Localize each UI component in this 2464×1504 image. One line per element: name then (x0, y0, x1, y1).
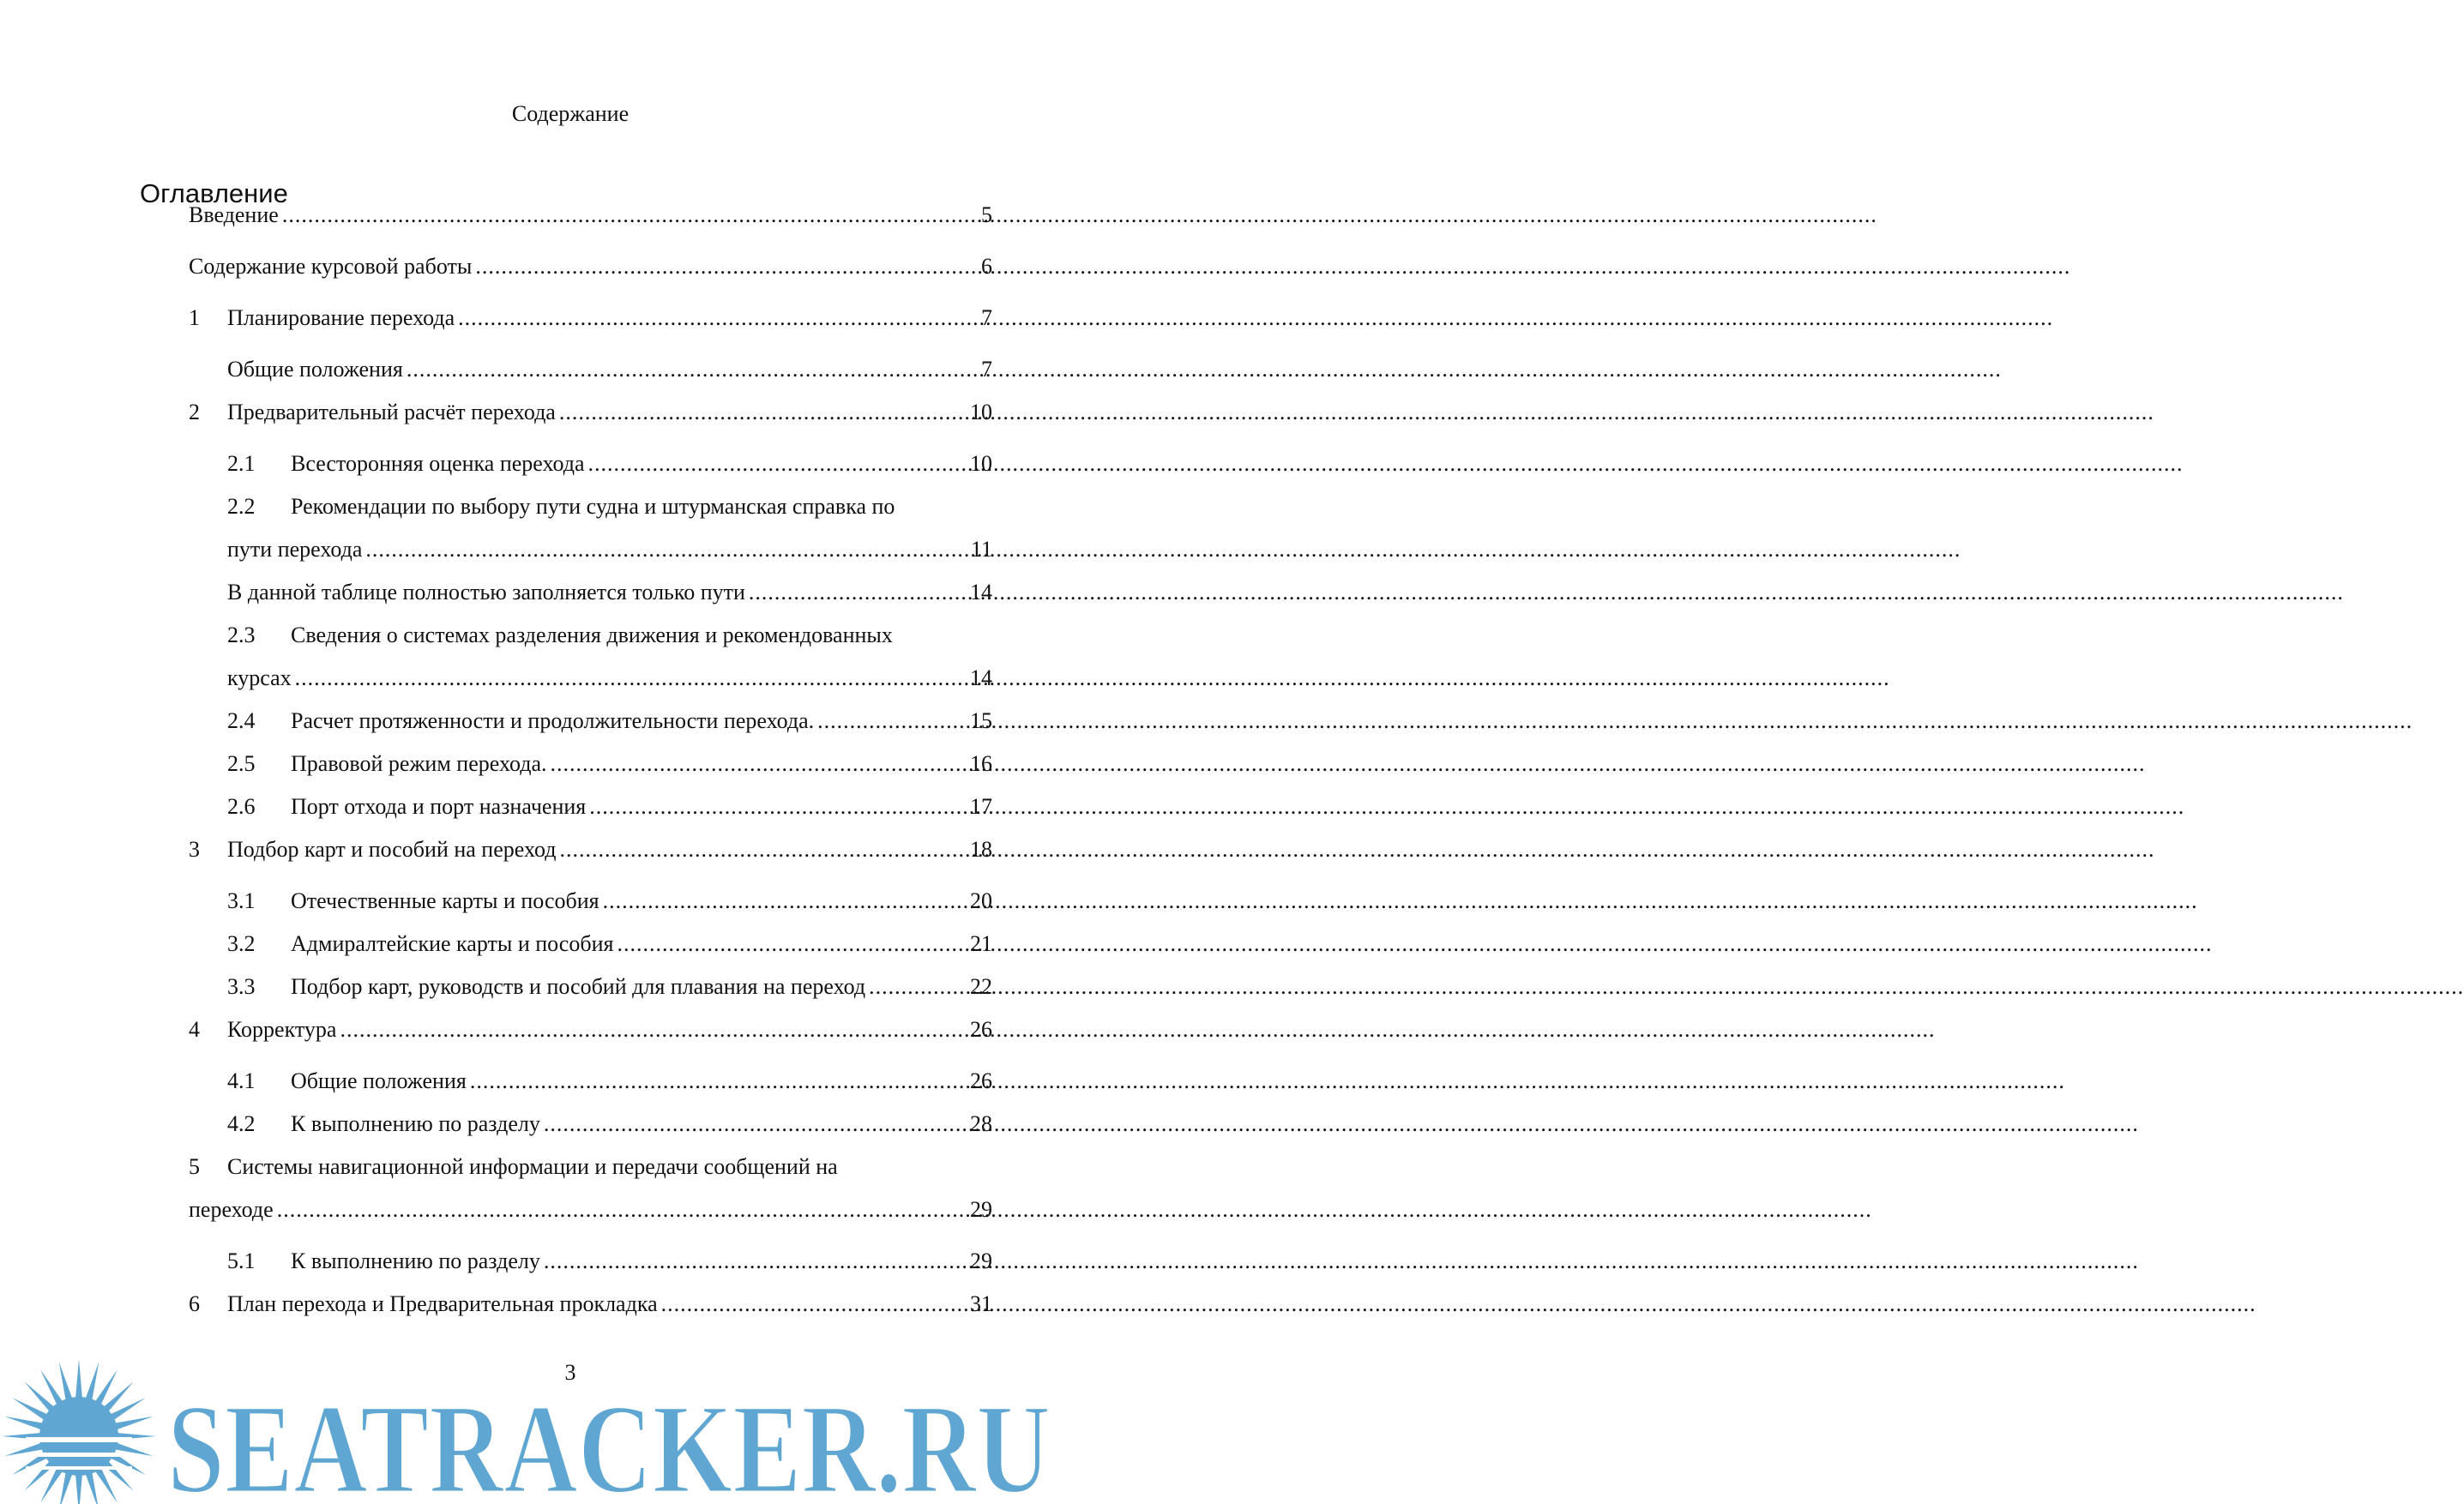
dot-leader (458, 304, 978, 333)
toc-entry-section-2-5[interactable] (227, 749, 992, 779)
toc-section-number: 3.2 (227, 931, 256, 956)
toc-page-number: 22 (970, 974, 992, 999)
dot-leader (603, 887, 967, 916)
toc-page-number: 11 (970, 537, 992, 562)
toc-entry-text: Рекомендации по выбору пути судна и штурманская справка по (291, 494, 895, 519)
toc-entry-text: Расчет протяженности и продолжительности перехода. (291, 708, 815, 733)
dot-leader (475, 252, 978, 281)
sun-ray (117, 1433, 156, 1440)
toc-entry-text: Общие положения (291, 1068, 467, 1093)
toc-entry-text: Правовой режим перехода. (291, 751, 547, 776)
toc-entry-table-note[interactable] (227, 578, 992, 607)
toc-page-number: 10 (970, 451, 992, 476)
dot-leader (470, 1067, 967, 1096)
toc-page-number: 15 (970, 708, 992, 733)
toc-page-number: 26 (970, 1017, 992, 1042)
toc-page-number: 18 (970, 837, 992, 862)
dot-leader (559, 398, 967, 427)
toc-section-number: 4.2 (227, 1111, 256, 1136)
toc-entry-text: Подбор карт, руководств и пособий для плавания на переход (291, 974, 866, 999)
toc-entry-text: В данной таблице полностью заполняется только пути (227, 580, 745, 605)
sun-ray (4, 1417, 44, 1430)
toc-entry-section-2-2[interactable] (227, 492, 992, 521)
dot-leader (277, 1195, 967, 1224)
toc-page-number: 29 (970, 1248, 992, 1273)
toc-section-number: 5 (189, 1154, 200, 1179)
page-heading: Содержание (511, 101, 630, 126)
toc-entry-section-2-4[interactable] (227, 707, 992, 736)
dot-leader (544, 1110, 967, 1139)
toc-page-number: 26 (970, 1068, 992, 1093)
sun-ray (75, 1474, 82, 1504)
sun-ray (110, 1398, 146, 1421)
toc-entry-coursework-content[interactable] (189, 252, 992, 281)
toc-page-number: 21 (970, 931, 992, 956)
toc-entry-text: Содержание курсовой работы (189, 254, 473, 279)
toc-section-number: 2.4 (227, 708, 256, 733)
toc-entry-section-5-1[interactable] (227, 1247, 992, 1276)
toc-entry-section-3-1[interactable] (227, 887, 992, 916)
sun-ray (114, 1417, 154, 1430)
toc-entry-section-4-2[interactable] (227, 1110, 992, 1139)
toc-entry-text: Предварительный расчёт перехода (227, 400, 556, 424)
toc-page-number: 14 (970, 665, 992, 690)
dot-leader (295, 664, 967, 693)
sun-ray (103, 1460, 133, 1490)
toc-entry-text: Адмиралтейские карты и пособия (291, 931, 614, 956)
toc-entry-text: Введение (189, 202, 279, 227)
toc-section-number: 3 (189, 837, 200, 862)
toc-entry-text-continued: курсах (227, 665, 292, 690)
toc-page-number: 17 (970, 794, 992, 819)
toc-section-number: 3.3 (227, 974, 256, 999)
toc-section-number: 2.5 (227, 751, 256, 776)
dot-leader (544, 1247, 967, 1276)
toc-entry-section-5-continued[interactable] (189, 1195, 992, 1224)
sun-ray (86, 1471, 99, 1504)
toc-entry-section-5[interactable] (189, 1152, 992, 1182)
toc-entry-section-1[interactable] (189, 304, 992, 333)
dot-leader (550, 749, 967, 779)
toc-entry-text: Всесторонняя оценка перехода (291, 451, 585, 476)
sun-ray (95, 1467, 118, 1503)
toc-entry-text: Подбор карт и пособий на переход (227, 837, 557, 862)
sun-ray (4, 1443, 44, 1457)
toc-entry-section-3[interactable] (189, 835, 992, 864)
toc-entry-section-3-2[interactable] (227, 929, 992, 959)
toc-page-number: 7 (981, 305, 992, 330)
toc-section-number: 1 (189, 305, 200, 330)
dot-leader (340, 1015, 967, 1044)
toc-section-number: 2.3 (227, 623, 256, 647)
toc-section-number: 4.1 (227, 1068, 256, 1093)
dot-leader (661, 1290, 967, 1319)
dot-leader (407, 355, 978, 384)
toc-entry-text: К выполнению по разделу (291, 1111, 540, 1136)
toc-page-number: 16 (970, 751, 992, 776)
sun-ray (24, 1381, 54, 1411)
toc-entry-section-4[interactable] (189, 1015, 992, 1044)
toc-section-number: 4 (189, 1017, 200, 1042)
toc-entry-section-2-1[interactable] (227, 449, 992, 478)
dot-leader (869, 972, 967, 1002)
toc-entry-general-provisions[interactable] (227, 355, 992, 384)
dot-leader (588, 449, 967, 478)
dot-leader (365, 535, 967, 564)
sun-ray (12, 1398, 48, 1421)
toc-page-number: 5 (981, 202, 992, 227)
dot-leader (817, 707, 967, 736)
dot-leader (589, 792, 967, 821)
watermark-text: SEATRACKER.RU (167, 1378, 1051, 1504)
toc-entry-text: Корректура (227, 1017, 337, 1042)
toc-section-number: 2.2 (227, 494, 256, 519)
dot-leader (617, 929, 967, 959)
toc-entry-text: Порт отхода и порт назначения (291, 794, 587, 819)
toc-entry-text: Планирование перехода (227, 305, 455, 330)
toc-page-number: 28 (970, 1111, 992, 1136)
toc-entry-text-continued: пути перехода (227, 537, 363, 562)
toc-page-number: 10 (970, 400, 992, 424)
dot-leader (559, 835, 967, 864)
toc-section-number: 3.1 (227, 888, 256, 913)
toc-section-number: 6 (189, 1291, 200, 1316)
dot-leader (749, 578, 967, 607)
toc-entry-section-2-3[interactable] (227, 621, 992, 650)
toc-entry-text: План перехода и Предварительная прокладка (227, 1291, 658, 1316)
toc-entry-text: Отечественные карты и пособия (291, 888, 599, 913)
toc-entry-section-2-6[interactable] (227, 792, 992, 821)
toc-page-number: 7 (981, 357, 992, 382)
toc-section-number: 2.6 (227, 794, 256, 819)
toc-entry-section-2-2-continued[interactable] (227, 535, 992, 564)
sun-ray (110, 1453, 146, 1476)
toc-entry-text: Системы навигационной информации и передачи сообщений на (227, 1154, 838, 1179)
toc-page-number: 6 (981, 254, 992, 279)
toc-section-number: 2.1 (227, 451, 256, 476)
toc-entry-text: Сведения о системах разделения движения и рекомендованных (291, 623, 893, 647)
sun-ray (12, 1453, 48, 1476)
dot-leader (282, 201, 978, 230)
page-number: 3 (564, 1360, 576, 1385)
toc-entry-section-4-1[interactable] (227, 1067, 992, 1096)
toc-entry-section-2-3-continued[interactable] (227, 664, 992, 693)
toc-page-number: 14 (970, 580, 992, 605)
sun-ray (114, 1443, 154, 1457)
toc-section-number: 2 (189, 400, 200, 424)
toc-entry-text-continued: переходе (189, 1197, 274, 1222)
toc-entry-section-2[interactable] (189, 398, 992, 427)
sun-ray (2, 1433, 41, 1440)
toc-title: Оглавление (140, 178, 288, 208)
toc-entry-section-6[interactable] (189, 1290, 992, 1319)
toc-page-number: 29 (970, 1197, 992, 1222)
toc-entry-introduction[interactable] (189, 201, 992, 230)
toc-entry-text: Общие положения (227, 357, 403, 382)
sun-ray (103, 1381, 133, 1411)
toc-page-number: 31 (970, 1291, 992, 1316)
toc-entry-section-3-3[interactable] (227, 972, 992, 1002)
sun-ray (59, 1471, 73, 1504)
toc-section-number: 5.1 (227, 1248, 256, 1273)
toc-entry-text: К выполнению по разделу (291, 1248, 540, 1273)
toc-page-number: 20 (970, 888, 992, 913)
sun-ray (24, 1460, 54, 1490)
sun-ray (40, 1467, 63, 1503)
